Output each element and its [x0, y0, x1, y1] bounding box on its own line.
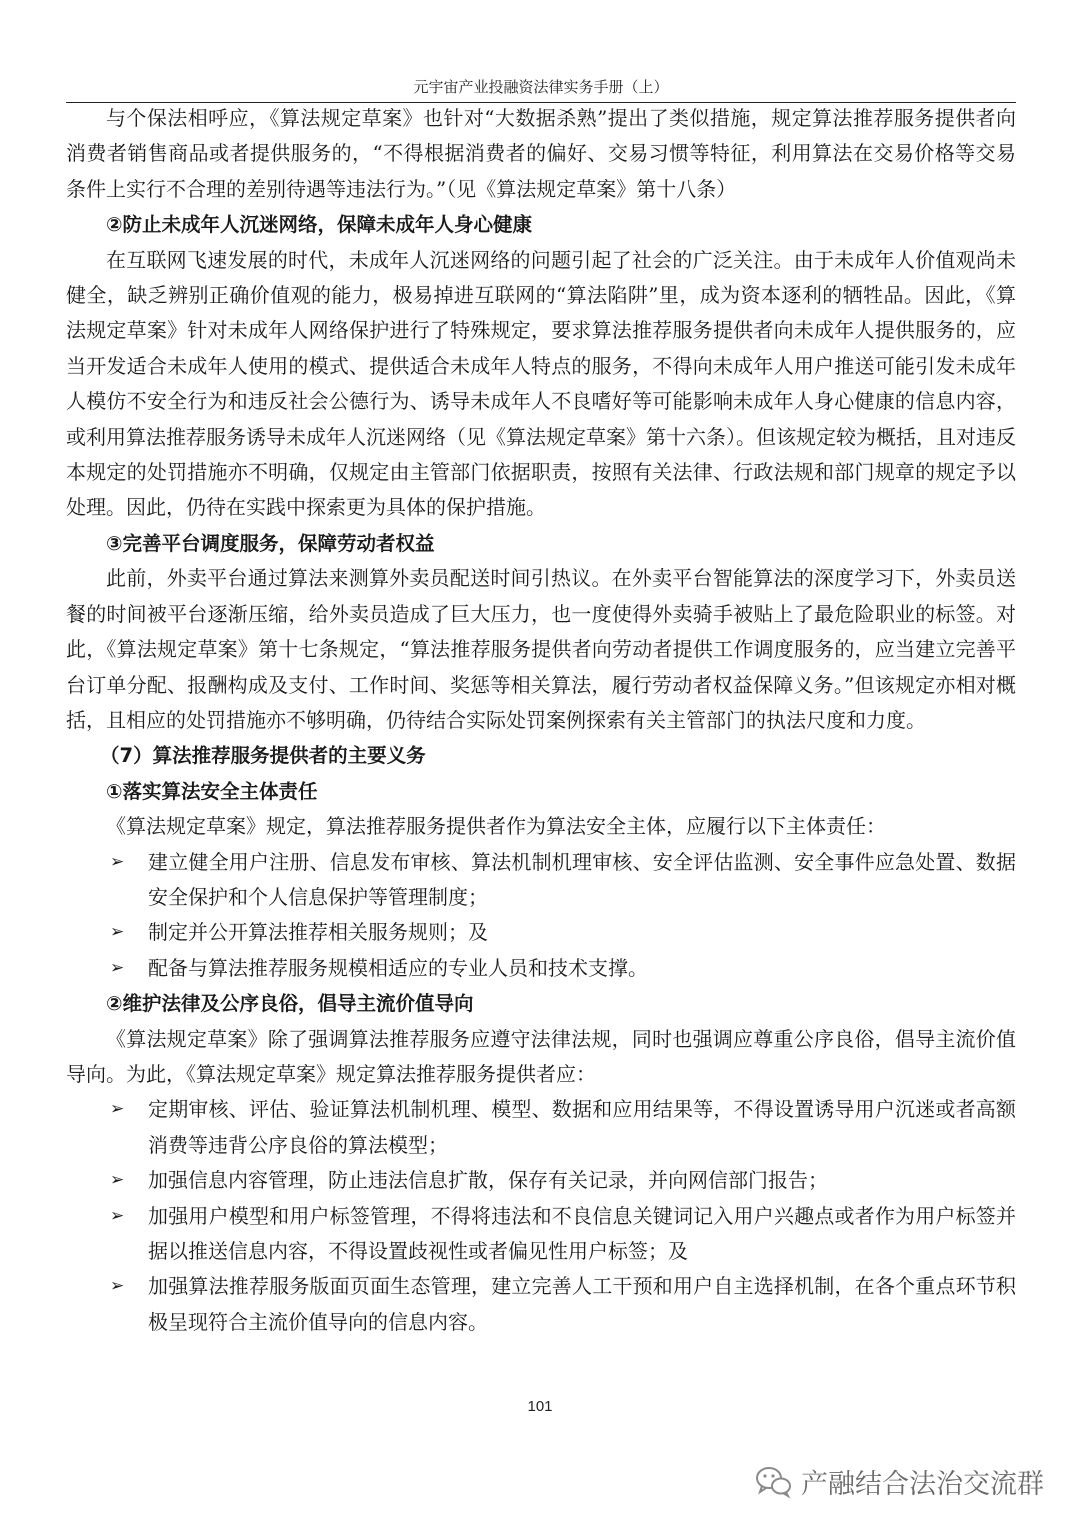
- paragraph: 此前，外卖平台通过算法来测算外卖员配送时间引热议。在外卖平台智能算法的深度学习下，外卖员送餐的时间被平台逐渐压缩，给外卖员造成了巨大压力，也一度使得外卖骑手被贴上了最危险职业的标签。对此，《算法规定草案》第十七条规定，“算法推荐服务提供者向劳动者提供工作调度服务的，应当建立完善平台订单分配、报酬构成及支付、工作时间、奖惩等相关算法，履行劳动者权益保障义务。”但该规定亦相对概括，且相应的处罚措施亦不够明确，仍待结合实际处罚案例探索有关主管部门的执法尺度和力度。: [66, 566, 1016, 732]
- bullet-arrow-icon: ➢: [110, 1276, 125, 1297]
- wechat-icon: [755, 1465, 793, 1499]
- list-item: [66, 1199, 1016, 1270]
- bullet-arrow-icon: ➢: [110, 1205, 125, 1226]
- section-heading: ③完善平台调度服务，保障劳动者权益: [106, 531, 435, 555]
- bullet-arrow-icon: ➢: [110, 922, 125, 943]
- list-item: [66, 845, 1016, 916]
- paragraph: 《算法规定草案》规定，算法推荐服务提供者作为算法安全主体，应履行以下主体责任：: [106, 814, 886, 839]
- bullet-arrow-icon: ➢: [110, 1170, 125, 1191]
- list-item: [66, 1092, 1016, 1163]
- list-item-text: 定期审核、评估、验证算法机制机理、模型、数据和应用结果等，不得设置诱导用户沉迷或者高额消费等违背公序良俗的算法模型；: [148, 1097, 1016, 1157]
- list-item-text: 加强用户模型和用户标签管理，不得将违法和不良信息关键词记入用户兴趣点或者作为用户标签并据以推送信息内容，不得设置歧视性或者偏见性用户标签；及: [148, 1203, 1016, 1263]
- section-heading: （7）算法推荐服务提供者的主要义务: [100, 744, 426, 768]
- list-item-text: 制定并公开算法推荐相关服务规则；及: [148, 920, 488, 945]
- bullet-arrow-icon: ➢: [110, 851, 125, 872]
- paragraph: 与个保法相呼应，《算法规定草案》也针对“大数据杀熟”提出了类似措施，规定算法推荐服务提供者向消费者销售商品或者提供服务的，“不得根据消费者的偏好、交易习惯等特征，利用算法在交易价格等交易条件上实行不合理的差别待遇等违法行为。”（见《算法规定草案》第十八条）: [66, 106, 1016, 201]
- page-number: 101: [527, 1398, 553, 1415]
- section-heading: ②维护法律及公序良俗，倡导主流价值导向: [106, 992, 474, 1016]
- list-item: [66, 951, 1016, 986]
- bullet-arrow-icon: ➢: [110, 1099, 125, 1120]
- section-heading: ②防止未成年人沉迷网络，保障未成年人身心健康: [106, 213, 533, 237]
- list-item: [66, 915, 1016, 950]
- watermark: [755, 1462, 1044, 1501]
- list-item: [66, 1163, 1016, 1198]
- document-body: [66, 101, 1016, 1340]
- paragraph: 《算法规定草案》除了强调算法推荐服务应遵守法律法规，同时也强调应尊重公序良俗，倡导主流价值导向。为此，《算法规定草案》规定算法推荐服务提供者应：: [66, 1026, 1016, 1086]
- page-header: [66, 76, 1016, 103]
- list-item-text: 加强算法推荐服务版面页面生态管理，建立完善人工干预和用户自主选择机制，在各个重点环节积极呈现符合主流价值导向的信息内容。: [148, 1274, 1016, 1334]
- paragraph: 在互联网飞速发展的时代，未成年人沉迷网络的问题引起了社会的广泛关注。由于未成年人价值观尚未健全，缺乏辨别正确价值观的能力，极易掉进互联网的“算法陷阱”里，成为资本逐利的牺牲品。因此，《算法规定草案》针对未成年人网络保护进行了特殊规定，要求算法推荐服务提供者向未成年人提供服务的，应当开发适合未成年人使用的模式、提供适合未成年人特点的服务，不得向未成年人用户推送可能引发未成年人模仿不安全行为和违反社会公德行为、诱导未成年人不良嗜好等可能影响未成年人身心健康的信息内容，或利用算法推荐服务诱导未成年人沉迷网络（见《算法规定草案》第十六条）。但该规定较为概括，且对违反本规定的处罚措施亦不明确，仅规定由主管部门依据职责，按照有关法律、行政法规和部门规章的规定予以处理。因此，仍待在实践中探索更为具体的保护措施。: [66, 247, 1016, 520]
- list-item-text: 建立健全用户注册、信息发布审核、算法机制机理审核、安全评估监测、安全事件应急处置、数据安全保护和个人信息保护等管理制度；: [148, 849, 1016, 909]
- list-item-text: 加强信息内容管理，防止违法信息扩散，保存有关记录，并向网信部门报告；: [148, 1168, 828, 1193]
- header-title: 元宇宙产业投融资法律实务手册（上）: [413, 78, 669, 96]
- section-heading: ①落实算法安全主体责任: [106, 779, 318, 803]
- watermark-text: 产融结合法治交流群: [801, 1469, 1044, 1500]
- list-item: [66, 1269, 1016, 1340]
- bullet-arrow-icon: ➢: [110, 957, 125, 978]
- list-item-text: 配备与算法推荐服务规模相适应的专业人员和技术支撑。: [148, 955, 648, 980]
